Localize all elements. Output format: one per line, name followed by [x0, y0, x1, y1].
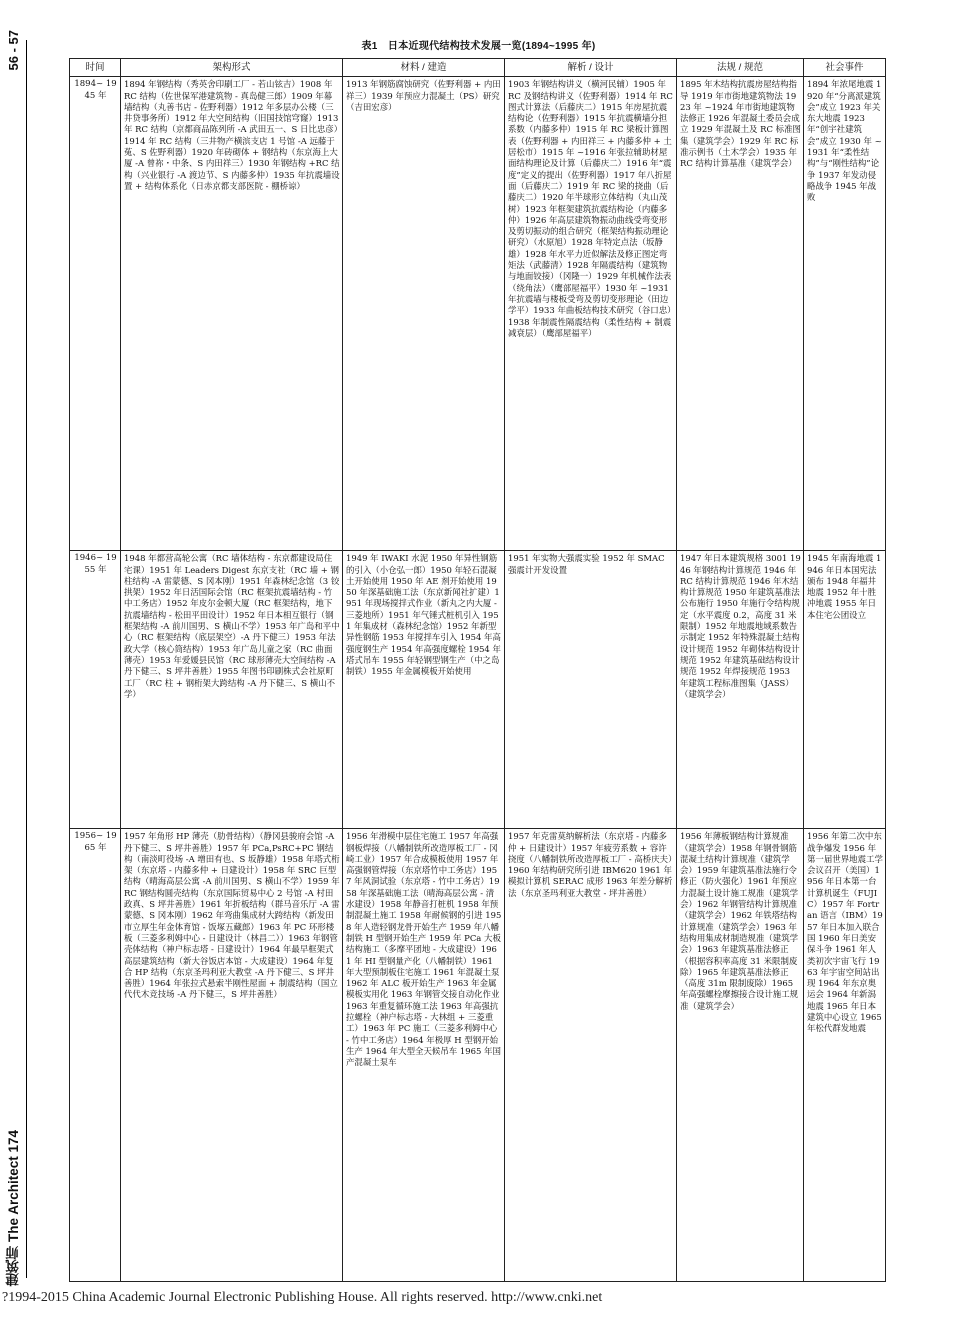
- structure-cell: 1894 年钢结构（秀英舍印刷工厂 - 若山铉吉）1908 年 RC 结构（佐世保军港建筑物 - 真岛健三郎）1909 年幕墙结构（丸善书店 - 佐野利器）1912 年多层办公楼（三井贷事务所）1912 年大空间结构（旧国技馆穹窿）1913 年 RC 结构（京都商品陈列所 -A 武田五一、S 日比忠彦）1914 年 RC 结构（三井物产横滨支店 1 号馆 -A 远藤于菟、S 佐野利器）1920 年砖砌体 + 钢结构（东京海上大厦 -A 曾祢・中条、S 内田祥三）1930 年钢结构 +RC 结构（兴业银行 -A 渡边节、S 内藤多仲）1935 年抗震墙设置 + 结构体系化（日赤京都支部医院 - 棚桥谅）: [121, 77, 343, 551]
- events-cell: 1894 年浓尾地震 1920 年“分离派建筑会”成立 1923 年关东大地震 1923 年“创宇社建筑会”成立 1930 年 ~1931 年“柔性结构”与“刚性结构”论争 1937 年发动侵略战争 1945 年战败: [804, 77, 886, 551]
- header-row: [70, 59, 886, 77]
- period-cell: 1894~ 1945 年: [70, 77, 121, 551]
- journal-side: [4, 1130, 28, 1290]
- events-cell: 1956 年第二次中东战争爆发 1956 年第一届世界地震工学会议召开（美国）1956 年日本第一台计算机诞生（FUJIC）1957 年 Fortran 语言（IBM）1957 年日本加入联合国 1960 年日美安保斗争 1961 年人类初次宇宙飞行 1963 年宇宙空间站出现 1964 年东京奥运会 1964 年新潟地震 1965 年日本建筑中心设立 1965 年松代群发地震: [804, 829, 886, 1282]
- analysis-cell: 1951 年实物大强震实验 1952 年 SMAC 强震计开发设置: [505, 551, 677, 829]
- table-row: [70, 77, 886, 551]
- period-cell: 1956~ 1965 年: [70, 829, 121, 1282]
- code-cell: 1947 年日本建筑规格 3001 1946 年钢结构计算规范 1946 年 RC 结构计算规范 1946 年木结构计算规范 1950 年建筑基准法公布施行 1950 年施行令结构规定（水平震度 0.2，高度 31 米限制）1952 年地震地域系数告示制定 1952 年特殊混凝土结构设计规范 1952 年砌体结构设计规范 1952 年建筑基础结构设计规范 1952 年焊接规范 1953 年建筑工程标准图集（JASS）（建筑学会）: [677, 551, 804, 829]
- structure-cell: 1948 年都营高轮公寓（RC 墙体结构 - 东京都建设局住宅课）1951 年 Leaders Digest 东京支社（RC 墙 + 钢柱结构 -A 雷蒙德、S 冈本刚）1951 年森林纪念馆（3 铰拱架）1952 年日活国际会馆（RC 框架抗震墙结构 - 竹中工务店）1952 年皮尔金顿大厦（RC 框架结构，地下抗震墙结构 - 松田平田设计）1952 年日本相互银行（钢框架结构 -A 前川国男、S 横山不学）1953 年广岛和平中心（RC 框架结构（底层架空）-A 丹下健三）1953 年法政大学（核心筒结构）1953 年广岛儿童之家（RC 曲面薄壳）1953 年爱媛县民馆（RC 球形薄壳大空间结构 -A 丹下健三、S 坪井善胜）1955 年图书印刷株式会社原町工厂（RC 柱 + 钢桁架大跨结构 -A 丹下健三、S 横山不学）: [121, 551, 343, 829]
- page-numbers: 56 - 57: [6, 30, 21, 71]
- material-cell: 1949 年 IWAKI 水泥 1950 年异性钢筋的引入（小仓弘一郎）1950 年轻石混凝土开始使用 1950 年 AE 剂开始使用 1950 年深基础施工法（东京新闻社扩建）1951 年现场搅拌式作业（新丸之内大厦 - 三菱地所）1951 年气锤式桩机引入 1951 年集成材（森林纪念馆）1952 年新型异性钢筋 1953 年搅拌车引入 1954 年高强度钢生产 1954 年高强度螺栓 1954 年塔式吊车 1955 年轻钢型钢生产（中之岛制铁）1955 年金属模板开始使用: [343, 551, 505, 829]
- period-cell: 1946~ 1955 年: [70, 551, 121, 829]
- analysis-cell: 1903 年钢结构讲义（横河民辅）1905 年 RC 及钢结构讲义（佐野利器）1914 年 RC 图式计算法（后藤庆二）1915 年房屋抗震结构论（佐野利器）1915 年抗震横墙分担系数（内藤多仲）1915 年 RC 梁板计算图表（佐野利器 + 内田祥三 + 内藤多仲 + 土居松市）1915 年 ~1916 年张拉辅助材屋面结构理论及计算（后藤庆二）1916 年“震度”定义的提出（佐野利器）1917 年八折屋面（后藤庆二）1919 年 RC 梁的挠曲（后藤庆二）1920 年半球形立体结构（丸山茂树）1923 年框架建筑抗震结构论（内藤多仲）1926 年高层建筑物振动曲线受弯变形及剪切振动的组合研究（框架结构振动理论研究）（水原旭）1928 年特定点法（坂静雄）1928 年水平力近似解法及修正图定弯矩法（武藤清）1928 年隔震结构（建筑物与地面铰接）（冈隆一）1929 年机械作法表（绕角法）（鹰部屋福平）1930 年 ~1931 年抗震墙与楼板受弯及剪切变形理论（田边学平）1933 年曲板结构技术研究（谷口忠）1938 年制震性隔震结构（柔性结构 + 制震减衰层）（鹰部屋福平）: [505, 77, 677, 551]
- material-cell: 1956 年滑模中层住宅施工 1957 年高强钢板焊接（八幡制铁所改造厚板工厂 - 冈崎工业）1957 年合成模板使用 1957 年高强钢管焊接（东京塔竹中工务店）1957 年风洞试验（东京塔 - 竹中工务店）1958 年深基础施工法（晴海高层公寓 - 清水建设）1958 年静音打桩机 1958 年预制混凝土施工 1958 年耐候钢的引进 1958 年人造轻钢龙骨开始生产 1959 年八幡制铁 H 型钢开始生产 1959 年 PCa 大板结构施工（多摩平团地 - 大成建设）1961 年 HI 型钢量产化（八幡制铁）1961 年大型预制板住宅施工 1961 年混凝土泵 1962 年 ALC 板开始生产 1963 年金属模板实用化 1963 年钢管交接自动化作业 1963 年重复循环施工法 1963 年高强抗拉螺栓（神户标志塔 - 大林组 + 三菱重工）1963 年 PC 施工（三菱多利姆中心 - 竹中工务店）1964 年极厚 H 型钢开始生产 1964 年大型全天候吊车 1965 年国产混凝土泵车: [343, 829, 505, 1282]
- structure-tech-table: [69, 58, 886, 1282]
- code-cell: 1895 年木结构抗震房屋结构指导 1919 年市街地建筑物法 1923 年 ~1924 年市街地建筑物法修正 1926 年混凝土委员会成立 1929 年混凝土及 RC 标准图集（建筑学会）1929 年 RC 标准示例书（土木学会）1935 年 RC 结构计算基准（建筑学会）: [677, 77, 804, 551]
- header-analysis: 解析 / 设计: [505, 59, 677, 77]
- header-structure: 架构形式: [121, 59, 343, 77]
- journal-name: 建筑师 The Architect 174: [6, 1130, 21, 1287]
- analysis-cell: 1957 年克雷莫纳解析法（东京塔 - 内藤多仲 + 日建设计）1957 年疲劳系数 + 容许挠度（八幡制铁所改造厚板工厂 - 高桥庆夫）1960 年结构研究所引进 IBM620 1961 年模拟计算机 SERAC 成形 1963 年差分解析法（东京圣玛利亚大教堂 - 坪井善胜）: [505, 829, 677, 1282]
- side-divider: [26, 40, 27, 1278]
- header-period: 时间: [70, 59, 121, 77]
- header-code: 法规 / 规范: [677, 59, 804, 77]
- material-cell: 1913 年钢筋腐蚀研究（佐野利器 + 内田祥三）1939 年预应力混凝土（PS）研究（吉田宏彦）: [343, 77, 505, 551]
- table-title: 表1 日本近现代结构技术发展一览(1894~1995 年): [361, 41, 596, 52]
- table-row: [70, 551, 886, 829]
- code-cell: 1956 年薄板钢结构计算规准（建筑学会）1958 年钢骨钢筋混凝土结构计算规准（建筑学会）1959 年建筑基准法施行令修正（防火强化）1961 年预应力混凝土设计施工规准（建筑学会）1962 年钢管结构计算规准（建筑学会）1962 年铁塔结构计算规准（建筑学会）1963 年结构用集成材制造规准（建筑学会）1963 年建筑基准法修正（根据容积率高度 31 米限制废除）1965 年建筑基准法修正（高度 31m 限制废除）1965 年高强螺栓摩擦接合设计施工规准（建筑学会）: [677, 829, 804, 1282]
- header-events: 社会事件: [804, 59, 886, 77]
- events-cell: 1945 年南海地震 1946 年日本国宪法颁布 1948 年福井地震 1952 年十胜冲地震 1955 年日本住宅公团设立: [804, 551, 886, 829]
- table-row: [70, 829, 886, 1282]
- structure-cell: 1957 年角形 HP 薄壳（肋骨结构）（静冈县骏府会馆 -A 丹下健三、S 坪井善胜）1957 年 PCa,PsRC+PC 钢结构（南淡町役场 -A 增田有也、S 坂静雄）1958 年塔式桁架（东京塔 - 内藤多仲 + 日建设计）1958 年 SRC 巨型结构（晴海高层公寓 -A 前川国男、S 横山不学）1959 年 RC 钢结构圆壳结构（东京国际贸易中心 2 号馆 -A 村田政真、S 坪井善胜）1961 年折板结构（群马音乐厅 -A 雷蒙德、S 冈本刚）1962 年弯曲集成材大跨结构（新发田市立厚生年金体育馆 - 饭塚五藏郎）1963 年 PC 环形楼板（三菱多利姆中心 - 日建设计（林昌二））1963 年钢管壳体结构（神户标志塔 - 日建设计）1964 年最早框架式高层建筑结构（新大谷饭店本馆 - 大成建设）1964 年复合 HP 结构（东京圣玛利亚大教堂 -A 丹下健三、S 坪井善胜）1964 年张拉式悬索半刚性屋面 + 制震结构（国立代代木竞技场 -A 丹下健三，S 坪井善胜）: [121, 829, 343, 1282]
- header-material: 材料 / 建造: [343, 59, 505, 77]
- copyright-footer: ?1994-2015 China Academic Journal Electronic Publishing House. All rights reserved. http://www.cnki.net: [2, 1290, 603, 1305]
